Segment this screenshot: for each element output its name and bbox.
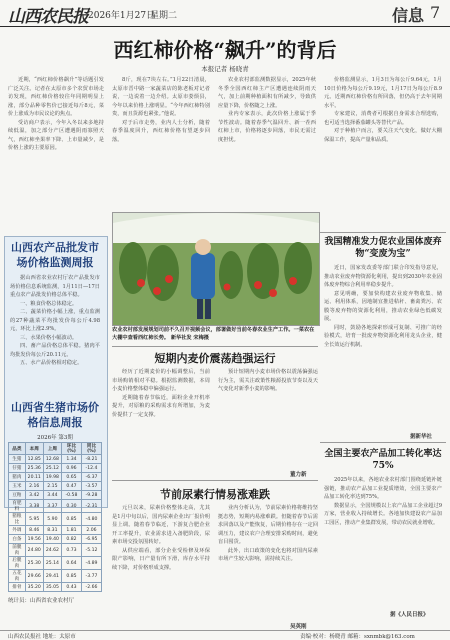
urea-col1-p2: 从供应端看，部分企业受检修及环保限产影响，日产量有所下滑，库存水平持续下降，对价格形成支撑。 — [112, 547, 210, 571]
pig-price-table — [8, 442, 102, 592]
price-text-p4: 三、水果价格小幅波动。 — [20, 334, 78, 341]
divider — [112, 480, 318, 481]
table-cell — [25, 592, 43, 593]
table-cell: 35.05 — [43, 583, 61, 592]
table-cell: 0.65 — [61, 473, 81, 482]
table-cell: 0.85 — [61, 570, 81, 583]
divider — [320, 232, 446, 233]
table-cell: 12.85 — [25, 455, 43, 464]
divider — [112, 346, 318, 347]
table-cell: 25.36 — [25, 464, 43, 473]
price-text-p2: 一、粮食价格总体稳定。 — [20, 300, 78, 307]
lead-col3-p2: 业内专家表示，此次价格上涨属于季节性波动。随着春季气温回升、新一茬西红柿上市，价格将逐步回落，市民无需过度担忧。 — [218, 111, 316, 143]
table-cell: 3.42 — [25, 491, 43, 500]
urea-col1-p1: 元旦以来，尿素价格整体走高，尤其是1月中旬以后，国内尿素企业出厂报价明显上调。随着春节临近，下游复合肥企业开工率提升，农业需求进入备肥阶段，尿素市场交投氛围转好。 — [112, 505, 210, 545]
photo-caption: 农业农村部发展规划司前不久召开视频会议，部署做好当前冬春农业生产工作。一菜农在大棚中查看西红柿长势。 新华社发 宋梅摄 — [112, 327, 315, 341]
urea-col2-p1: 业内分析认为，节前尿素价格将维持坚挺态势，短期内易涨难跌。但随着春节后需求回落以及产能恢复，后期价格存在一定回调压力，建议农户合理安排采购时间，避免盲目囤货。 — [218, 505, 318, 545]
table-cell: 0.85 — [61, 513, 81, 526]
page-number: 7 — [430, 3, 441, 22]
processing-headline: 全国主要农产品加工转化率达75% — [324, 449, 442, 471]
pig-table-col-header: 环比(%) — [61, 443, 81, 455]
waste-headline: 我国精准发力促农业国体废弃物“变废为宝” — [324, 237, 442, 259]
divider — [320, 442, 446, 443]
table-cell: 2.06 — [81, 526, 101, 535]
processing-body — [324, 476, 442, 608]
pig-table-wrap — [8, 442, 102, 592]
lead-col2-p1: 8斤，现在7块左右。”1月22日清晨，太原市晋中路一家蔬菜店的陈老板对记者说，一边说着一边介绍。太原市娄烦县，今年以来价格上涨明显。“今年西红柿特别贵，而且货源也紧张。”他说。 — [112, 77, 210, 117]
table-row — [9, 473, 102, 482]
price-text-p3: 二、蔬菜价格小幅上涨，重点监测的27种蔬菜平均批发价每公斤4.98元，环比上涨2.9%。 — [10, 309, 100, 332]
table-cell: 12.68 — [43, 455, 61, 464]
table-row — [9, 557, 102, 570]
pig-table-header — [9, 443, 102, 455]
greenhouse-photo-image — [113, 213, 319, 325]
lead-col1-p2: 受访商户表示，今年入冬以来多地持续低温，加之部分产区遭遇阴雨寡照天气，西红柿坐果率下降、上市量减少，是价格上涨的主要原因。 — [8, 119, 104, 151]
section-name: 信息 — [392, 6, 425, 25]
waste-p1: 近日，国家发改委等部门联合印发指导意见，推动农业废弃物资源化利用，提出到2030年农业固体废弃物综合利用率稳步提升。 — [324, 265, 442, 288]
table-cell: 29.41 — [43, 570, 61, 583]
table-cell: 0.73 — [61, 544, 81, 557]
pig-table-col-header: 品类 — [9, 443, 26, 455]
lead-col4-p2: 专家建议，消费者可根据自身需求合理选购，也可适当选择番茄罐头等替代产品。 — [324, 111, 442, 126]
table-row — [9, 583, 102, 592]
table-cell — [61, 592, 81, 593]
table-cell: 35.20 — [25, 583, 43, 592]
table-row — [9, 570, 102, 583]
table-row — [9, 482, 102, 491]
wheat-column-1 — [112, 368, 210, 478]
table-cell: 后腿肉 — [9, 557, 26, 570]
footer-right: 责编·校对：杨晓青 邮箱：sxnmbk@163.com — [300, 634, 415, 640]
table-row — [9, 491, 102, 500]
pig-table-date: 2026年 第3期 — [37, 435, 73, 441]
pig-table-body — [9, 455, 102, 593]
price-text-p1: 据山西省农业农村厅农产品批发市场价格信息系统监测，1月11日—17日重点农产品批发价格总体平稳。 — [10, 275, 100, 298]
lead-col3-p1: 农业农村部监测数据显示，2025年秋冬季全国西红柿主产区遭遇连续阴雨天气，加上前期种植面积有所减少，导致供应量下降，价格随之上涨。 — [218, 77, 316, 109]
waste-p3: 同时，鼓励各地探索形成可复制、可推广的经验模式，培育一批废弃物资源化利用龙头企业，健全长效运行机制。 — [324, 324, 442, 348]
wheat-col1-p1: 经历了近期麦价的小幅调整后，当前市场购销相对平稳。根据监测数据，本周小麦价格整体稳中偏强运行。 — [112, 369, 210, 392]
lead-col1-p1: 近期，“西红柿价格飙升”等话题引发广泛关注。记者在太原市多个农贸市场走访发现，西红柿价格较往年同期明显上涨，部分品种零售价已接近每斤8元，菜价上涨成为市民议论的焦点。 — [8, 77, 104, 117]
footer-rule — [0, 630, 450, 631]
table-cell: 20.11 — [25, 473, 43, 482]
pig-table-col-header: 上周 — [43, 443, 61, 455]
table-cell: 2.16 — [25, 482, 43, 491]
table-cell: -12.4 — [81, 464, 101, 473]
urea-column-1 — [112, 504, 210, 628]
table-row — [9, 500, 102, 513]
table-cell: 2.15 — [43, 482, 61, 491]
lead-column-4 — [324, 76, 442, 226]
table-cell: 外调 — [9, 526, 26, 535]
urea-author: 吴英刚 — [290, 624, 307, 630]
wheat-col1-p2: 近期随着春节临近，面粉企业开机率提升，对原粮的采购需求有所增加，为麦价提供了一定支撑。 — [112, 394, 210, 418]
table-cell: 猪粮比 — [9, 513, 26, 526]
table-cell: 1.34 — [61, 455, 81, 464]
table-cell: 8.46 — [25, 526, 43, 535]
footer-left: 山西农民报社 地址：太原市 — [8, 634, 76, 640]
urea-col2-p2: 此外，出口政策的变化也将对国内尿素市场产生较大影响，需持续关注。 — [218, 547, 318, 562]
processing-author: 据《人民日报》 — [390, 612, 429, 618]
lead-column-1 — [8, 76, 104, 208]
processing-p1: 2025年以来，各地农业农村部门围绕延链补链强链，推动农产品加工业提质增效，全国主要农产品加工转化率达到75%。 — [324, 477, 442, 500]
table-cell: 24.80 — [25, 544, 43, 557]
table-cell: -6.37 — [81, 473, 101, 482]
table-row — [9, 526, 102, 535]
table-cell: 育肥料 — [9, 500, 26, 513]
lead-headline: 西红柿价格“飙升”的背后 — [113, 38, 337, 62]
table-row — [9, 535, 102, 544]
lead-col4-p3: 对于种植户而言，要关注天气变化，做好大棚保温工作，提高产量和品质。 — [324, 128, 442, 143]
lead-byline: 本报记者 杨晓青 — [201, 65, 249, 73]
table-cell: -8.21 — [81, 455, 101, 464]
table-cell: 排骨 — [9, 583, 26, 592]
wheat-col2-p1: 预计短期内小麦市场价格以震荡偏强运行为主，需关注政策性粮源投放节奏以及天气变化对新季小麦的影响。 — [218, 369, 318, 392]
issue-date: 2026年1月27日 — [88, 11, 156, 21]
table-cell: 3.44 — [43, 491, 61, 500]
table-cell: -0.58 — [61, 491, 81, 500]
table-cell: 3.37 — [43, 500, 61, 513]
table-cell: -3.77 — [81, 570, 101, 583]
table-cell: 0.30 — [61, 500, 81, 513]
table-cell: 0.47 — [61, 482, 81, 491]
table-cell — [43, 592, 61, 593]
table-cell: 玉米 — [9, 482, 26, 491]
price-monitor-title: 山西农产品批发市场价格监测周报 — [11, 241, 99, 269]
table-cell: 1.81 — [61, 526, 81, 535]
pig-table-col-header: 同比(%) — [81, 443, 101, 455]
table-cell: 3.38 — [25, 500, 43, 513]
waste-author: 据新华社 — [410, 434, 433, 440]
lead-column-2 — [112, 76, 210, 208]
price-text-p5: 四、畜产品价格总体平稳。猪肉平均批发价每公斤20.11元。 — [10, 343, 100, 358]
table-cell: 白条 — [9, 535, 26, 544]
table-cell: 25.12 — [43, 464, 61, 473]
processing-p2: 数据显示，全国规模以上农产品加工企业超过9万家，营业收入持续增长。各地加快建设农产品加工园区，推动产业集群发展，带动农民就业增收。 — [324, 502, 442, 526]
lead-col4-p1: 价格监测显示，1月3日为每公斤9.64元，1月10日价格为每公斤9.19元，1月17日为每公斤8.9元。近期西红柿价格有所回落，但仍高于去年同期水平。 — [324, 77, 442, 109]
pig-table-col-header: 本周 — [25, 443, 43, 455]
price-text-p6: 五、水产品价格相对稳定。 — [20, 360, 83, 366]
table-row — [9, 592, 102, 593]
waste-p2: 意见明确，要加快构建农业废弃物收集、储运、利用体系，因地制宜推进秸秆、畜禽粪污、农膜等废弃物的资源化利用，推动农业绿色低碳发展。 — [324, 290, 442, 322]
table-cell: 0.43 — [61, 583, 81, 592]
table-cell: 25.14 — [43, 557, 61, 570]
table-cell: 生猪 — [9, 455, 26, 464]
table-cell: -5.12 — [81, 544, 101, 557]
table-cell: 19.40 — [43, 535, 61, 544]
table-cell: 猪肉 — [9, 473, 26, 482]
table-cell: 前腿肉 — [9, 544, 26, 557]
urea-column-2 — [218, 504, 318, 620]
table-cell — [81, 592, 101, 593]
table-row — [9, 544, 102, 557]
table-cell: 0.82 — [61, 535, 81, 544]
table-cell: 5.95 — [25, 513, 43, 526]
table-cell: -9.28 — [81, 491, 101, 500]
wheat-column-2 — [218, 368, 318, 468]
table-cell: -4.80 — [81, 513, 101, 526]
table-cell: 0.96 — [61, 464, 81, 473]
pig-table-title: 山西省生猪市场价格信息周报 — [11, 401, 99, 429]
table-cell: 仔猪 — [9, 464, 26, 473]
table-cell: 19.98 — [43, 473, 61, 482]
table-cell — [9, 592, 26, 593]
table-cell: 24.62 — [43, 544, 61, 557]
table-cell: 0.64 — [61, 557, 81, 570]
table-cell: 25.30 — [25, 557, 43, 570]
table-cell: 五花肉 — [9, 570, 26, 583]
wheat-author: 董力新 — [290, 472, 307, 478]
table-cell: 8.31 — [43, 526, 61, 535]
table-cell: 豆粕 — [9, 491, 26, 500]
table-cell: -2.66 — [81, 583, 101, 592]
newspaper-logo: 山西农民报 — [8, 7, 88, 27]
greenhouse-photo — [112, 212, 320, 326]
waste-body — [324, 264, 442, 432]
table-row — [9, 513, 102, 526]
table-cell: 29.66 — [25, 570, 43, 583]
table-row — [9, 464, 102, 473]
table-cell: -6.95 — [81, 535, 101, 544]
table-cell: 19.56 — [25, 535, 43, 544]
urea-headline: 节前尿素行情易涨难跌 — [160, 488, 270, 501]
lead-col2-p2: 对于后市走势，业内人士分析，随着春季温度回升，西红柿价格有望逐步回落。 — [112, 119, 210, 143]
table-row — [9, 455, 102, 464]
pig-table-footer: 统计员：山西省农业农村厅 — [8, 598, 75, 604]
table-cell: 5.90 — [43, 513, 61, 526]
issue-weekday: 星期二 — [150, 11, 178, 21]
table-cell: -4.89 — [81, 557, 101, 570]
wheat-headline: 短期内麦价震荡趋强运行 — [154, 352, 276, 365]
table-cell: -3.57 — [81, 482, 101, 491]
table-cell: -2.31 — [81, 500, 101, 513]
price-monitor-text — [10, 274, 100, 394]
